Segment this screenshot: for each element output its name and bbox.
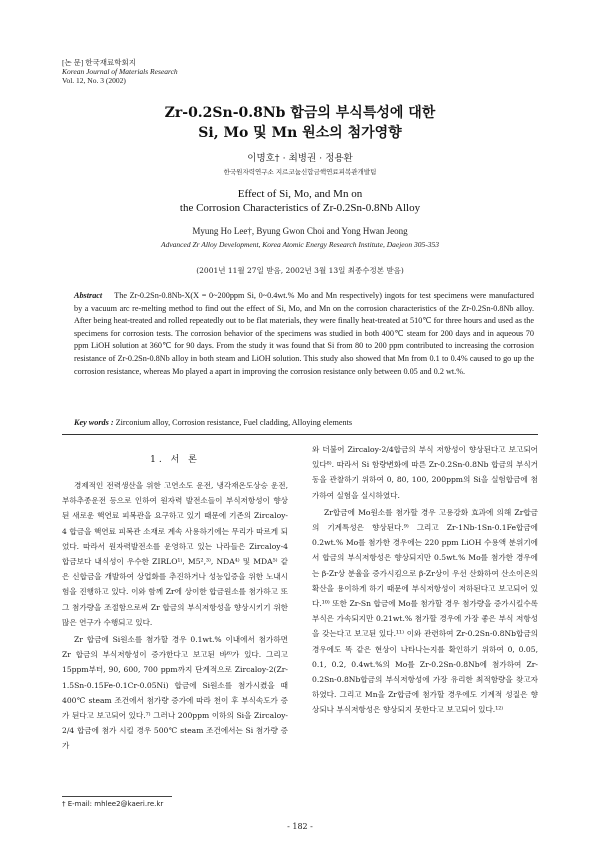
keywords-label: Key words : — [74, 418, 114, 427]
paper-title-korean — [0, 103, 600, 143]
keywords — [74, 418, 534, 427]
authors-korean: 이명호† · 최병권 · 정용환 — [247, 153, 353, 164]
paper-title-english — [0, 187, 600, 215]
journal-name-ko: [논 문] 한국재료학회지 — [62, 58, 136, 67]
paragraph: 와 더불어 Zircaloy-2/4합금의 부식 저항성이 향상된다고 보고되어 있다⁸⁾. 따라서 Si 함량변화에 따른 Zr-0.2Sn-0.8Nb 합금의 부식거동을 관찰하기 위하여 0, 80, 100, 200ppm의 Si을 실험합금에 첨가하여 실험을 실시하였다. — [312, 445, 538, 500]
paragraph: Zr 합금에 Si원소를 첨가할 경우 0.1wt.% 이내에서 첨가하면 Zr 합금의 부식저항성이 증가한다고 보고된 바⁶⁾가 있다. 그리고 15ppm부터, 90, 600, 700 ppm까지 단계적으로 Zircaloy-2(Zr-1.5Sn-0.15Fe-0.1Cr-0.05Ni) 합금에 Si원소를 첨가시켰을 때 400℃ steam 조건에서 첨가량 증가에 따라 천이 후 부식속도가 증가 된다고 보고되어 있다.⁷⁾ 그러나 200ppm 이하의 Si을 Zircaloy-2/4 합금에 첨가 시킬 경우 500℃ steam 조건에서는 Si 첨가량 증가 — [62, 635, 288, 751]
footnote-divider — [62, 796, 172, 797]
title-ko-line1: Zr-0.2Sn-0.8Nb 합금의 부식특성에 대한 — [164, 105, 436, 121]
section-heading-introduction: 1. 서 론 — [150, 455, 200, 465]
affiliation-korean: 한국원자력연구소 지르코늄신합금핵연료피복관개발팀 — [223, 168, 377, 176]
title-en-line2: the Corrosion Characteristics of Zr-0.2Sn-0.8Nb Alloy — [179, 202, 421, 214]
paragraph: Zr합금에 Mo원소를 첨가할 경우 고용강화 효과에 의해 Zr합금의 기계특성은 향상된다.⁹⁾ 그리고 Zr-1Nb-1Sn-0.1Fe합금에 0.2wt.% Mo를 첨가한 경우에는 220 ppm LiOH 수용액 분위기에서 합금의 부식저항성은 향상되지만 0.5wt.% Mo를 첨가한 경우에는 β-Zr상 분율을 증가시킴으로 β-Zr상이 우선 산화하여 산소이온의 확산을 용이하게 하기 때문에 부식저항성이 저하된다고 보고되어 있다.¹⁰⁾ 또한 Zr-Sn 합금에 Mo를 첨가할 경우 첨가량을 증가시킬수록 부식은 가속되지만 0.21wt.% 첨가할 경우에 가장 좋은 부식 저항성을 갖는다고 보고된 있다.¹¹⁾ 이와 관련하여 Zr-0.2Sn-0.8Nb합금의 경우에도 똑 같은 현상이 나타나는지를 확인하기 위하여 0, 0.05, 0.1, 0.2, 0.4wt.%의 Mo를 Zr-0.2Sn-0.8Nb에 첨가하여 Zr-0.2Sn-0.8Nb합금의 부식저항성에 가장 유리한 최적함량을 찾고자 하였다. 그리고 Mn을 Zr합금에 첨가할 경우에도 기계적 성질은 향상되나 부식저항성은 향상되지 못한다고 보고되어 있다.¹²⁾ — [312, 507, 538, 715]
title-en-line1: Effect of Si, Mo, and Mn on — [237, 188, 363, 200]
affiliation-english: Advanced Zr Alloy Development, Korea Atomic Energy Research Institute, Daejeon 305-353 — [161, 240, 439, 249]
journal-header — [62, 58, 178, 85]
abstract — [74, 290, 534, 378]
section-divider — [62, 434, 538, 435]
journal-name-en: Korean Journal of Materials Research — [62, 67, 178, 76]
journal-volume: Vol. 12, No. 3 (2002) — [62, 76, 126, 85]
abstract-text: The Zr-0.2Sn-0.8Nb-X(X = 0~200ppm Si, 0~0.4wt.% Mo and Mn respectively) ingots for test specimens were manufactured by a vacuum arc re-melting method to find out the effect of Si, Mo, and Mn on the corrosion characteristics of the Zr-0.2Sn-0.8Nb alloy. After being heat-treated and rolled repeatedly out to be flat materials, they were finally heat-treated at 510℃ for three hours and used as the specimens for corrosion tests. The corrosion behavior of the specimens was studied in both 400℃ steam for 200 days and in aqueous 70 ppm LiOH solution at 360℃ for 90 days. From the study it was found that Si from 80 to 200 ppm contributed to increasing the corrosion resistance of Zr-0.2Sn-0.8Nb alloy in both steam and LiOH solution. This study also showed that Mn from 0.1 to 0.4% caused to go up the corrosion resistance, whereas Mo played a apart in improving the corrosion resistance only between 0.05 and 0.2 wt.%. — [74, 291, 534, 376]
abstract-label: Abstract — [74, 291, 103, 300]
body-column-left — [62, 478, 288, 754]
footnote-email: † E-mail: mhlee2@kaeri.re.kr — [62, 800, 164, 808]
paragraph: 경제적인 전력생산을 위한 고연소도 운전, 냉각재온도상승 운전, 부하추종운전 등으로 인하여 원자력 발전소들이 부식저항성이 향상된 새로운 핵연료 피복관을 요구하고 있기 때문에 기존의 Zircaloy-4 합금을 핵연료 피복관 소재로 계속 사용하기에는 무리가 따르게 되었다. 따라서 원자력발전소를 운영하고 있는 나라들은 Zircaloy-4 합금보다 내식성이 우수한 ZIRLO¹⁾, M5²,³⁾, NDA⁴⁾ 및 MDA⁵⁾ 같은 신합금을 개발하여 상업화를 추진하거나 성능입증을 위한 노내시험을 진행하고 있다. 이와 함께 Zr에 상이한 합금원소를 첨가하고 또 그 첨가량을 조절함으로써 Zr 합금의 부식저항성을 향상시키기 위한 많은 연구가 수행되고 있다. — [62, 481, 288, 627]
keywords-text: Zirconium alloy, Corrosion resistance, Fuel cladding, Alloying elements — [113, 418, 353, 427]
body-column-right — [312, 442, 538, 718]
authors-english: Myung Ho Lee†, Byung Gwon Choi and Yong Hwan Jeong — [192, 226, 408, 236]
title-ko-line2: Si, Mo 및 Mn 원소의 첨가영향 — [198, 125, 402, 141]
received-dates: (2001년 11월 27일 받음, 2002년 3월 13일 최종수정본 받음) — [196, 266, 404, 275]
page-number: - 182 - — [287, 822, 313, 831]
